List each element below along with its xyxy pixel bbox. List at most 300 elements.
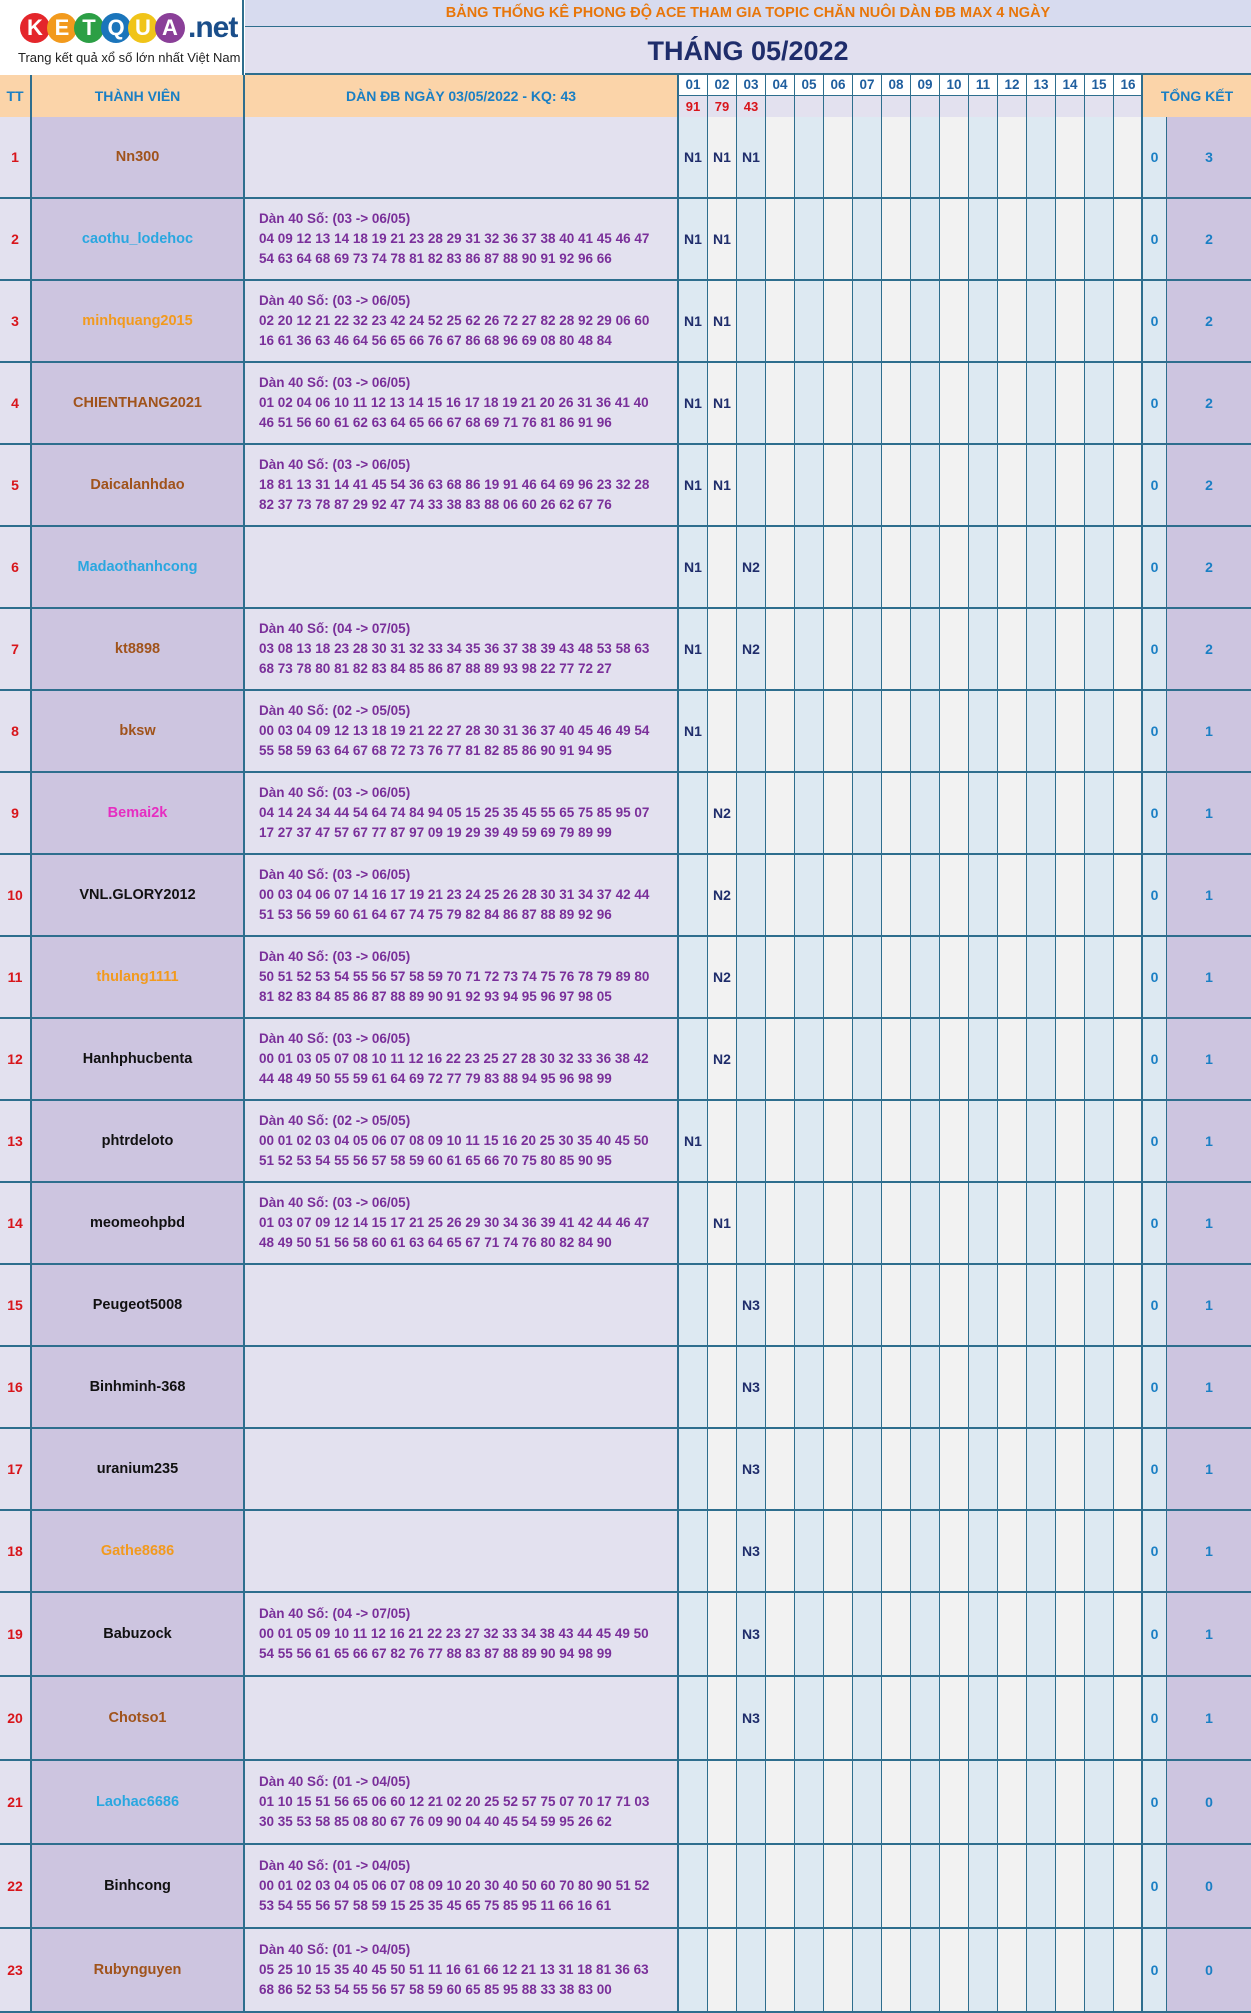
day-cell [882,199,911,279]
day-cell [1114,773,1143,853]
day-result [998,96,1026,117]
day-cell [1114,1929,1143,2011]
day-cell [969,1845,998,1927]
day-cell [1027,445,1056,525]
day-column-14 [1056,75,1085,117]
day-cell [969,1183,998,1263]
day-cell [1085,1677,1114,1759]
day-cell [998,1593,1027,1675]
day-cell [940,937,969,1017]
wins-count: 0 [1143,609,1167,689]
dan-line2: 68 86 52 53 54 55 56 57 58 59 60 65 85 95 88 33 38 83 00 [259,1982,612,1997]
day-cell [1027,199,1056,279]
day-cell [911,855,940,935]
dan-title: Dàn 40 Số: (03 -> 06/05) [259,293,411,308]
day-cell [737,1183,766,1263]
table-row [0,1845,1251,1929]
day-cell [940,1019,969,1099]
total-count: 1 [1167,1183,1251,1263]
dan-cell [245,363,679,443]
member-name[interactable]: caothu_lodehoc [32,199,245,279]
table-row [0,773,1251,855]
day-cell [1056,281,1085,361]
day-cell [824,117,853,197]
day-number: 12 [998,75,1026,96]
dan-line2: 82 37 73 78 87 29 92 47 74 33 38 83 88 06 60 26 62 67 76 [259,497,612,512]
day-cell [824,1593,853,1675]
day-cell [708,1761,737,1843]
day-cell [911,1677,940,1759]
day-cell [679,1845,708,1927]
day-cell [940,609,969,689]
day-cell [1114,1677,1143,1759]
row-index: 22 [0,1845,32,1927]
day-cell [1056,1019,1085,1099]
day-cell [882,1677,911,1759]
total-count: 1 [1167,691,1251,771]
day-cell [1056,1511,1085,1591]
member-name[interactable]: thulang1111 [32,937,245,1017]
day-number: 04 [766,75,794,96]
day-number: 14 [1056,75,1084,96]
day-column-11 [969,75,998,117]
row-index: 13 [0,1101,32,1181]
day-cell [1027,281,1056,361]
day-cell [911,1845,940,1927]
day-cell [795,281,824,361]
day-cell [766,691,795,771]
member-name[interactable]: minhquang2015 [32,281,245,361]
day-cell [737,281,766,361]
day-cell [708,527,737,607]
row-index: 12 [0,1019,32,1099]
row-index: 9 [0,773,32,853]
member-name[interactable]: Madaothanhcong [32,527,245,607]
member-name[interactable]: Hanhphucbenta [32,1019,245,1099]
day-result [1056,96,1084,117]
day-cell [998,691,1027,771]
table-row [0,1101,1251,1183]
dan-line1: 04 14 24 34 44 54 64 74 84 94 05 15 25 35 45 55 65 75 85 95 07 [259,805,650,820]
day-cell [1056,1677,1085,1759]
day-cell [969,117,998,197]
day-cell [998,117,1027,197]
day-result [882,96,910,117]
dan-line2: 46 51 56 60 61 62 63 64 65 66 67 68 69 71 76 81 86 91 96 [259,415,612,430]
dan-line2: 54 63 64 68 69 73 74 78 81 82 83 86 87 88 90 91 92 96 66 [259,251,612,266]
day-cell [1056,1347,1085,1427]
day-cell [1027,855,1056,935]
dan-title: Dàn 40 Số: (03 -> 06/05) [259,1195,411,1210]
day-cell: N1 [679,1101,708,1181]
day-cell [1056,363,1085,443]
day-cell [1056,1593,1085,1675]
day-cell [911,445,940,525]
day-cell: N3 [737,1347,766,1427]
day-cell [1027,1429,1056,1509]
dan-line2: 54 55 56 61 65 66 67 82 76 77 88 83 87 88 89 90 94 98 99 [259,1646,612,1661]
total-count: 2 [1167,199,1251,279]
day-cell [969,199,998,279]
member-name[interactable]: Rubynguyen [32,1929,245,2011]
member-name[interactable]: phtrdeloto [32,1101,245,1181]
table-row [0,527,1251,609]
member-name[interactable]: Gathe8686 [32,1511,245,1591]
day-result [1027,96,1055,117]
day-cell [679,1429,708,1509]
total-count: 1 [1167,855,1251,935]
day-cell [708,1429,737,1509]
day-column-13 [1027,75,1056,117]
member-name[interactable]: Nn300 [32,117,245,197]
header-summary: TỔNG KẾT [1143,75,1251,117]
day-cell [853,1347,882,1427]
day-cell [911,363,940,443]
day-cell [1085,1929,1114,2011]
day-cell [998,363,1027,443]
day-cell [853,199,882,279]
day-cell [998,1183,1027,1263]
day-cell [795,363,824,443]
day-cell [998,199,1027,279]
day-cell [1085,609,1114,689]
day-cell [882,1101,911,1181]
wins-count: 0 [1143,199,1167,279]
table-row [0,363,1251,445]
dan-line2: 17 27 37 47 57 67 77 87 97 09 19 29 39 49 59 69 79 89 99 [259,825,612,840]
day-result [766,96,794,117]
day-cell [853,855,882,935]
ketqua-logo[interactable] [0,0,244,75]
row-index: 16 [0,1347,32,1427]
member-name[interactable]: meomeohpbd [32,1183,245,1263]
dan-line1: 18 81 13 31 14 41 45 54 36 63 68 86 19 91 46 64 69 96 23 32 28 [259,477,650,492]
day-column-03 [737,75,766,117]
dan-cell [245,937,679,1017]
dan-line1: 01 03 07 09 12 14 15 17 21 25 26 29 30 34 36 39 41 42 44 46 47 [259,1215,650,1230]
wins-count: 0 [1143,691,1167,771]
total-count: 1 [1167,1511,1251,1591]
row-index: 14 [0,1183,32,1263]
day-cell [1085,199,1114,279]
dan-line1: 02 20 12 21 22 32 23 42 24 52 25 62 26 72 27 82 28 92 29 06 60 [259,313,650,328]
member-name[interactable]: Binhminh-368 [32,1347,245,1427]
day-cell: N1 [708,445,737,525]
member-name[interactable]: kt8898 [32,609,245,689]
logo-letter: U [128,13,158,43]
day-cell [708,1347,737,1427]
day-cell [766,1183,795,1263]
member-name[interactable]: VNL.GLORY2012 [32,855,245,935]
total-count: 3 [1167,117,1251,197]
day-cell [766,1265,795,1345]
day-cell [853,937,882,1017]
member-name[interactable]: Laohac6686 [32,1761,245,1843]
day-cell [853,1929,882,2011]
day-cell [795,1929,824,2011]
day-cell [940,1429,969,1509]
day-cell: N3 [737,1429,766,1509]
day-cell [969,691,998,771]
day-cell: N1 [679,691,708,771]
day-cell [766,1511,795,1591]
dan-line1: 50 51 52 53 54 55 56 57 58 59 70 71 72 73 74 75 76 78 79 89 80 [259,969,650,984]
day-cell [795,1511,824,1591]
dan-title: Dàn 40 Số: (03 -> 06/05) [259,375,411,390]
day-cell [911,691,940,771]
day-cell [911,773,940,853]
day-result: 79 [708,96,736,117]
day-cell [1056,1845,1085,1927]
table-row [0,1019,1251,1101]
total-count: 1 [1167,1429,1251,1509]
day-cell [1114,1845,1143,1927]
day-cell [679,1761,708,1843]
day-cell [969,937,998,1017]
day-cell [679,1929,708,2011]
row-index: 18 [0,1511,32,1591]
dan-cell [245,691,679,771]
wins-count: 0 [1143,527,1167,607]
row-index: 8 [0,691,32,771]
day-cell [679,1347,708,1427]
day-cell [882,691,911,771]
day-cell [853,1429,882,1509]
row-index: 23 [0,1929,32,2011]
dan-line1: 05 25 10 15 35 40 45 50 51 11 16 61 66 12 21 13 31 18 81 36 63 [259,1962,649,1977]
day-cell [969,1929,998,2011]
day-cell [1085,937,1114,1017]
day-cell [1085,281,1114,361]
day-cell [998,527,1027,607]
day-cell: N2 [708,937,737,1017]
day-result: 43 [737,96,765,117]
logo-letter: K [20,13,50,43]
day-cell [940,527,969,607]
day-cell [882,1183,911,1263]
day-cell [911,1929,940,2011]
day-cell [911,1019,940,1099]
logo-tagline: Trang kết quả xổ số lớn nhất Việt Nam [18,50,241,65]
day-cell [940,1845,969,1927]
member-name[interactable]: Daicalanhdao [32,445,245,525]
day-number: 15 [1085,75,1113,96]
dan-cell [245,281,679,361]
dan-cell [245,773,679,853]
dan-line2: 44 48 49 50 55 59 61 64 69 72 77 79 83 88 94 95 96 98 99 [259,1071,612,1086]
day-cell [969,1347,998,1427]
day-cell [882,1593,911,1675]
dan-title: Dàn 40 Số: (03 -> 06/05) [259,211,411,226]
day-cell [853,1183,882,1263]
day-cell [940,1929,969,2011]
day-cell [708,1101,737,1181]
dan-title: Dàn 40 Số: (03 -> 06/05) [259,785,411,800]
total-count: 1 [1167,1101,1251,1181]
member-name[interactable]: Binhcong [32,1845,245,1927]
member-name[interactable]: bksw [32,691,245,771]
wins-count: 0 [1143,1019,1167,1099]
day-cell [824,363,853,443]
day-result [1114,96,1142,117]
day-cell [766,281,795,361]
day-cell: N1 [737,117,766,197]
day-cell [1085,1761,1114,1843]
day-cell [1027,1929,1056,2011]
day-cell [882,363,911,443]
day-cell [1085,1265,1114,1345]
dan-title: Dàn 40 Số: (01 -> 04/05) [259,1942,411,1957]
wins-count: 0 [1143,1265,1167,1345]
day-cell [766,363,795,443]
day-cell [824,1429,853,1509]
table-row [0,1183,1251,1265]
day-cell: N1 [679,363,708,443]
dan-line2: 51 52 53 54 55 56 57 58 59 60 61 65 66 70 75 80 85 90 95 [259,1153,612,1168]
dan-line2: 30 35 53 58 85 08 80 67 76 09 90 04 40 45 54 59 95 26 62 [259,1814,612,1829]
wins-count: 0 [1143,1347,1167,1427]
day-cell [1027,117,1056,197]
day-cell [766,937,795,1017]
row-index: 21 [0,1761,32,1843]
dan-line1: 01 10 15 51 56 65 06 60 12 21 02 20 25 52 57 75 07 70 17 71 03 [259,1794,650,1809]
day-cell [766,1761,795,1843]
member-name[interactable]: Chotso1 [32,1677,245,1759]
day-result: 91 [679,96,707,117]
day-cell [911,199,940,279]
day-cell [1114,1347,1143,1427]
dan-cell [245,1429,679,1509]
day-cell [998,1761,1027,1843]
row-index: 20 [0,1677,32,1759]
dan-title: Dàn 40 Số: (03 -> 06/05) [259,457,411,472]
day-cell [766,117,795,197]
day-cell [940,281,969,361]
day-cell [969,1101,998,1181]
member-name[interactable]: Babuzock [32,1593,245,1675]
table-row [0,1429,1251,1511]
dan-title: Dàn 40 Số: (01 -> 04/05) [259,1858,411,1873]
day-cell [1027,1593,1056,1675]
total-count: 1 [1167,937,1251,1017]
day-cell [969,445,998,525]
day-cell [795,1019,824,1099]
day-number: 02 [708,75,736,96]
day-cell [1027,609,1056,689]
row-index: 4 [0,363,32,443]
day-cell [824,527,853,607]
day-cell [766,1429,795,1509]
day-column-16 [1114,75,1143,117]
day-cell [882,1347,911,1427]
day-cell [766,1101,795,1181]
table-row [0,1593,1251,1677]
day-cell [708,1511,737,1591]
wins-count: 0 [1143,1511,1167,1591]
day-cell [1085,773,1114,853]
day-cell [998,609,1027,689]
day-cell [853,1101,882,1181]
day-cell [824,1019,853,1099]
dan-cell [245,1183,679,1263]
day-cell [1085,1593,1114,1675]
table-row [0,1761,1251,1845]
wins-count: 0 [1143,1101,1167,1181]
day-cell [969,1019,998,1099]
day-cell [766,445,795,525]
day-cell [940,363,969,443]
day-cell: N2 [708,773,737,853]
dan-line1: 00 01 03 05 07 08 10 11 12 16 22 23 25 27 28 30 32 33 36 38 42 [259,1051,649,1066]
day-cell [795,1845,824,1927]
member-name[interactable]: uranium235 [32,1429,245,1509]
day-column-06 [824,75,853,117]
day-cell [1114,1265,1143,1345]
day-cell [940,117,969,197]
member-name[interactable]: CHIENTHANG2021 [32,363,245,443]
day-cell [1114,1429,1143,1509]
member-name[interactable]: Bemai2k [32,773,245,853]
day-result [824,96,852,117]
day-cell [824,773,853,853]
day-cell [1085,1019,1114,1099]
day-cell [795,1593,824,1675]
day-cell [824,1845,853,1927]
day-cell [824,1347,853,1427]
day-cell [766,855,795,935]
total-count: 0 [1167,1761,1251,1843]
table-row [0,1677,1251,1761]
day-column-01 [679,75,708,117]
day-cell [1056,1101,1085,1181]
dan-title: Dàn 40 Số: (02 -> 05/05) [259,1113,411,1128]
day-cell [795,1761,824,1843]
day-cell [1114,609,1143,689]
logo-letter: Q [101,13,131,43]
day-cell [824,1677,853,1759]
table-row [0,1265,1251,1347]
day-cell [911,1265,940,1345]
summary-divider [1141,75,1143,2013]
day-cell [708,609,737,689]
total-count: 0 [1167,1845,1251,1927]
header-member: THÀNH VIÊN [32,75,245,117]
day-cell [1056,773,1085,853]
day-cell [853,527,882,607]
total-count: 2 [1167,527,1251,607]
day-cell [998,773,1027,853]
day-result [853,96,881,117]
dan-line2: 55 58 59 63 64 67 68 72 73 76 77 81 82 85 86 90 91 94 95 [259,743,612,758]
day-cell [1085,1845,1114,1927]
table-row [0,199,1251,281]
day-number: 01 [679,75,707,96]
day-cell: N2 [708,1019,737,1099]
day-cell [1027,937,1056,1017]
dan-cell [245,445,679,525]
day-cell [708,1929,737,2011]
dan-cell [245,117,679,197]
day-cell [940,1183,969,1263]
day-cell [911,1101,940,1181]
day-cell [824,1101,853,1181]
day-cell [882,1019,911,1099]
day-cell: N3 [737,1593,766,1675]
day-cell: N1 [679,117,708,197]
member-name[interactable]: Peugeot5008 [32,1265,245,1345]
day-result [1085,96,1113,117]
day-cell [795,117,824,197]
